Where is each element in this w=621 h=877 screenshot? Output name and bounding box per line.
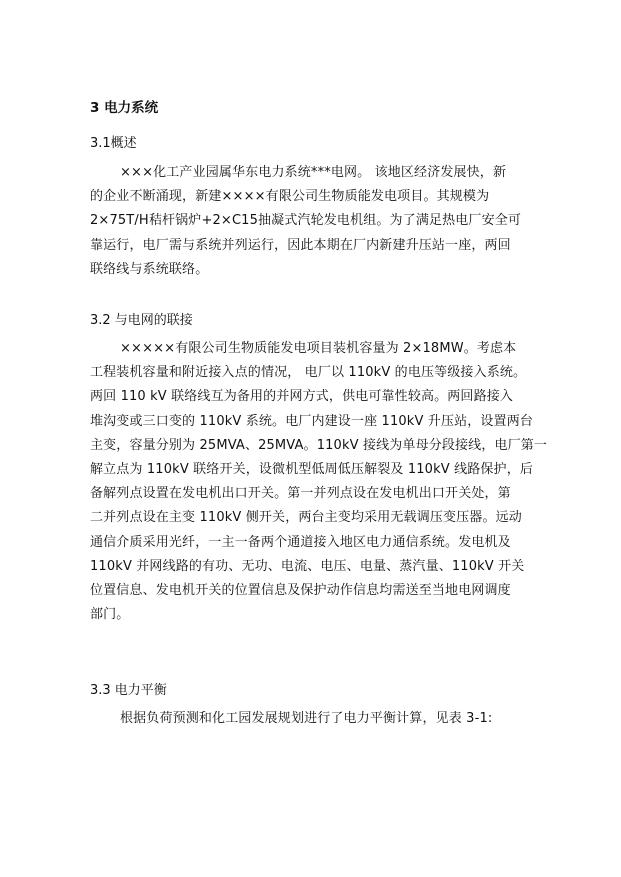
paragraph-line: ×××化工产业园属华东电力系统***电网。 该地区经济发展快，新	[120, 165, 507, 180]
paragraph-line: 两回 110 kV 联络线互为备用的并网方式，供电可靠性较高。两回路接入	[90, 389, 514, 405]
paragraph-line: 备解列点设置在发电机出口开关。第一并列点设在发电机出口开关处，第	[90, 486, 511, 502]
paragraph-line: 解立点为 110kV 联络开关，设微机型低周低压解裂及 110kV 线路保护，后	[90, 461, 533, 477]
paragraph-line: 靠运行，电厂需与系统并列运行，因此本期在厂内新建升压站一座，两回	[90, 237, 511, 253]
section-heading-power-balance: 3.3 电力平衡	[90, 683, 167, 698]
paragraph-line: 通信介质采用光纤，一主一备两个通道接入地区电力通信系统。发电机及	[90, 534, 511, 550]
paragraph-line: 的企业不断涌现，新建××××有限公司生物质能发电项目。其规模为	[90, 189, 490, 205]
paragraph-line: 堆沟变或三口变的 110kV 系统。电厂内建设一座 110kV 升压站，设置两台	[90, 413, 533, 429]
paragraph-line: ×××××有限公司生物质能发电项目装机容量为 2×18MW。考虑本	[120, 341, 517, 356]
paragraph-line: 工程装机容量和附近接入点的情况， 电厂以 110kV 的电压等级接入系统。	[90, 365, 527, 381]
chapter-title: 3 电力系统	[90, 100, 159, 116]
section-heading-overview: 3.1概述	[90, 136, 137, 151]
section-heading-grid-connection: 3.2 与电网的联接	[90, 313, 193, 328]
power-balance-paragraph	[90, 707, 540, 731]
paragraph-line: 110kV 并网线路的有功、无功、电流、电压、电量、蒸汽量、110kV 开关	[90, 558, 525, 574]
grid-connection-paragraph	[90, 337, 548, 627]
paragraph-line: 联络线与系统联络。	[90, 261, 209, 277]
paragraph-line: 部门。	[90, 607, 130, 623]
paragraph-line: 位置信息、发电机开关的位置信息及保护动作信息均需送至当地电网调度	[90, 582, 511, 598]
paragraph-line: 根据负荷预测和化工园发展规划进行了电力平衡计算，见表 3-1:	[120, 711, 493, 726]
overview-paragraph	[90, 161, 540, 282]
paragraph-line: 二并列点设在主变 110kV 侧开关，两台主变均采用无载调压变压器。远动	[90, 510, 522, 526]
paragraph-line: 2×75T/H秸杆锅炉+2×C15抽凝式汽轮发电机组。为了满足热电厂安全可	[90, 213, 522, 229]
paragraph-line: 主变，容量分别为 25MVA、25MVA。110kV 接线为单母分段接线，电厂第一	[90, 437, 548, 453]
